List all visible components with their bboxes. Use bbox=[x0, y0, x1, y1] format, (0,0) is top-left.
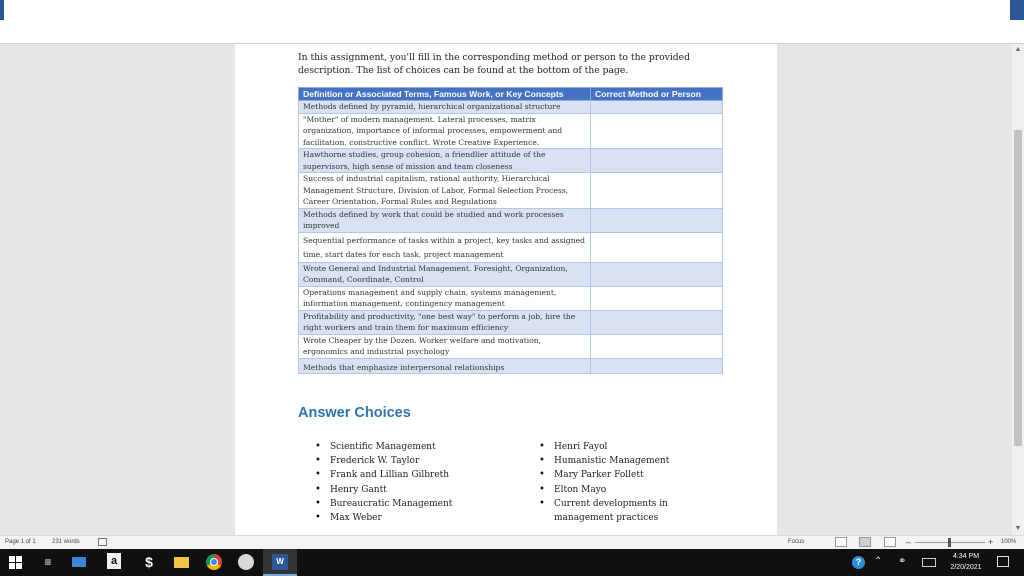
paint-app-icon[interactable] bbox=[238, 554, 254, 570]
page-count[interactable]: Page 1 of 1 bbox=[5, 539, 36, 545]
row-description: Methods that emphasize interpersonal relationships bbox=[299, 358, 591, 374]
row-description: Success of industrial capitalism, rational authority, Hierarchical Management Structure, Division of Labor, Formal Selection Process, Career Orientation, Formal Rules and Regulations bbox=[299, 173, 591, 209]
web-layout-icon[interactable] bbox=[884, 537, 896, 547]
list-item: • Bureaucratic Management bbox=[313, 497, 513, 511]
windows-start-icon[interactable] bbox=[9, 556, 22, 569]
list-item: • Henri Fayol bbox=[537, 440, 687, 454]
table-header-row bbox=[299, 88, 723, 101]
notification-icon[interactable] bbox=[997, 556, 1009, 567]
choices-column-2 bbox=[537, 440, 687, 525]
header-definition: Definition or Associated Terms, Famous Work, or Key Concepts bbox=[299, 88, 591, 101]
read-mode-icon[interactable] bbox=[835, 537, 847, 547]
row-description: Wrote Cheaper by the Dozen. Worker welfare and motivation, ergonomics and industrial psychology bbox=[299, 334, 591, 358]
zoom-in-button[interactable]: + bbox=[988, 537, 994, 547]
assignment-table[interactable] bbox=[298, 87, 723, 374]
vertical-scrollbar[interactable] bbox=[1012, 44, 1024, 535]
list-item: • Henry Gantt bbox=[313, 483, 513, 497]
document-canvas bbox=[0, 44, 1012, 535]
table-row bbox=[299, 232, 723, 262]
title-bar-accent-left bbox=[0, 0, 4, 20]
zoom-out-button[interactable]: – bbox=[906, 537, 912, 547]
proofing-icon[interactable] bbox=[98, 538, 107, 546]
table-row bbox=[299, 113, 723, 149]
document-page[interactable] bbox=[235, 44, 777, 535]
list-item: • Mary Parker Follett bbox=[537, 468, 687, 482]
answer-cell[interactable] bbox=[591, 101, 723, 114]
answer-cell[interactable] bbox=[591, 173, 723, 209]
system-clock[interactable] bbox=[944, 551, 988, 573]
network-icon[interactable]: ⚭ bbox=[898, 556, 907, 567]
table-row bbox=[299, 208, 723, 232]
table-row bbox=[299, 101, 723, 114]
row-description: Profitability and productivity, "one best way" to perform a job, hire the right workers and train them for maximum efficiency bbox=[299, 310, 591, 334]
list-item: • Max Weber bbox=[313, 511, 513, 525]
title-bar-accent-right bbox=[1010, 0, 1024, 20]
table-row bbox=[299, 310, 723, 334]
intro-paragraph: In this assignment, you'll fill in the corresponding method or person to the provided description. The list of choices can be found at the bottom of the page. bbox=[298, 52, 690, 76]
status-bar bbox=[0, 535, 1024, 549]
list-item: • Frederick W. Taylor bbox=[313, 454, 513, 468]
focus-mode-button[interactable]: Focus bbox=[788, 539, 805, 545]
table-row bbox=[299, 334, 723, 358]
word-icon[interactable]: W bbox=[272, 554, 288, 570]
scrollbar-thumb[interactable] bbox=[1014, 130, 1022, 446]
answer-cell[interactable] bbox=[591, 113, 723, 149]
choices-column-1 bbox=[313, 440, 513, 525]
amazon-icon[interactable]: a bbox=[107, 553, 121, 569]
table-row bbox=[299, 173, 723, 209]
row-description: Operations management and supply chain, systems management, information management, contingency management bbox=[299, 286, 591, 310]
answer-cell[interactable] bbox=[591, 358, 723, 374]
answer-cell[interactable] bbox=[591, 286, 723, 310]
answer-cell[interactable] bbox=[591, 262, 723, 286]
ribbon-strip bbox=[0, 0, 1024, 44]
list-item: • Elton Mayo bbox=[537, 483, 687, 497]
answer-cell[interactable] bbox=[591, 232, 723, 262]
word-count[interactable]: 231 words bbox=[52, 539, 80, 545]
keyboard-icon[interactable] bbox=[922, 558, 936, 567]
help-icon[interactable]: ? bbox=[852, 556, 865, 569]
dollar-app-icon[interactable]: $ bbox=[145, 554, 153, 570]
zoom-level[interactable]: 100% bbox=[1001, 539, 1017, 545]
answer-cell[interactable] bbox=[591, 334, 723, 358]
list-item: • Humanistic Management bbox=[537, 454, 687, 468]
clock-time: 4:34 PM bbox=[952, 553, 980, 560]
zoom-slider-handle[interactable] bbox=[948, 538, 951, 547]
row-description: Methods defined by work that could be studied and work processes improved bbox=[299, 208, 591, 232]
chrome-icon[interactable] bbox=[206, 554, 222, 570]
list-item: • Frank and Lillian Gilbreth bbox=[313, 468, 513, 482]
windows-taskbar bbox=[0, 549, 1024, 576]
list-item: • Current developments in management practices bbox=[537, 497, 687, 525]
print-layout-icon[interactable] bbox=[859, 537, 871, 547]
header-answer: Correct Method or Person bbox=[591, 88, 723, 101]
list-item: • Scientific Management bbox=[313, 440, 513, 454]
table-row bbox=[299, 149, 723, 173]
chevron-up-icon[interactable]: ⌃ bbox=[874, 556, 883, 567]
row-description: "Mother" of modern management. Lateral processes, matrix organization, importance of informal processes, empowerment and facilitation, constructive conflict. Wrote Creative Experience. bbox=[299, 113, 591, 149]
table-row bbox=[299, 262, 723, 286]
scroll-down-arrow-icon[interactable]: ▼ bbox=[1014, 525, 1022, 532]
task-view-icon[interactable]: ≡ bbox=[44, 555, 52, 569]
row-description: Wrote General and Industrial Management. Foresight, Organization, Command, Coordinate, Control bbox=[299, 262, 591, 286]
row-description: Methods defined by pyramid, hierarchical organizational structure bbox=[299, 101, 591, 114]
file-explorer-icon[interactable] bbox=[174, 557, 189, 568]
clock-date: 2/20/2021 bbox=[950, 564, 982, 571]
scroll-up-arrow-icon[interactable]: ▲ bbox=[1014, 46, 1022, 53]
answer-choices-heading: Answer Choices bbox=[298, 405, 411, 421]
table-row bbox=[299, 358, 723, 374]
answer-cell[interactable] bbox=[591, 149, 723, 173]
answer-cell[interactable] bbox=[591, 208, 723, 232]
answer-cell[interactable] bbox=[591, 310, 723, 334]
mail-icon[interactable] bbox=[72, 557, 86, 567]
row-description: Sequential performance of tasks within a project, key tasks and assigned time, start dates for each task, project management bbox=[299, 232, 591, 262]
row-description: Hawthorne studies, group cohesion, a friendlier attitude of the supervisors, high sense of mission and team closeness bbox=[299, 149, 591, 173]
table-row bbox=[299, 286, 723, 310]
